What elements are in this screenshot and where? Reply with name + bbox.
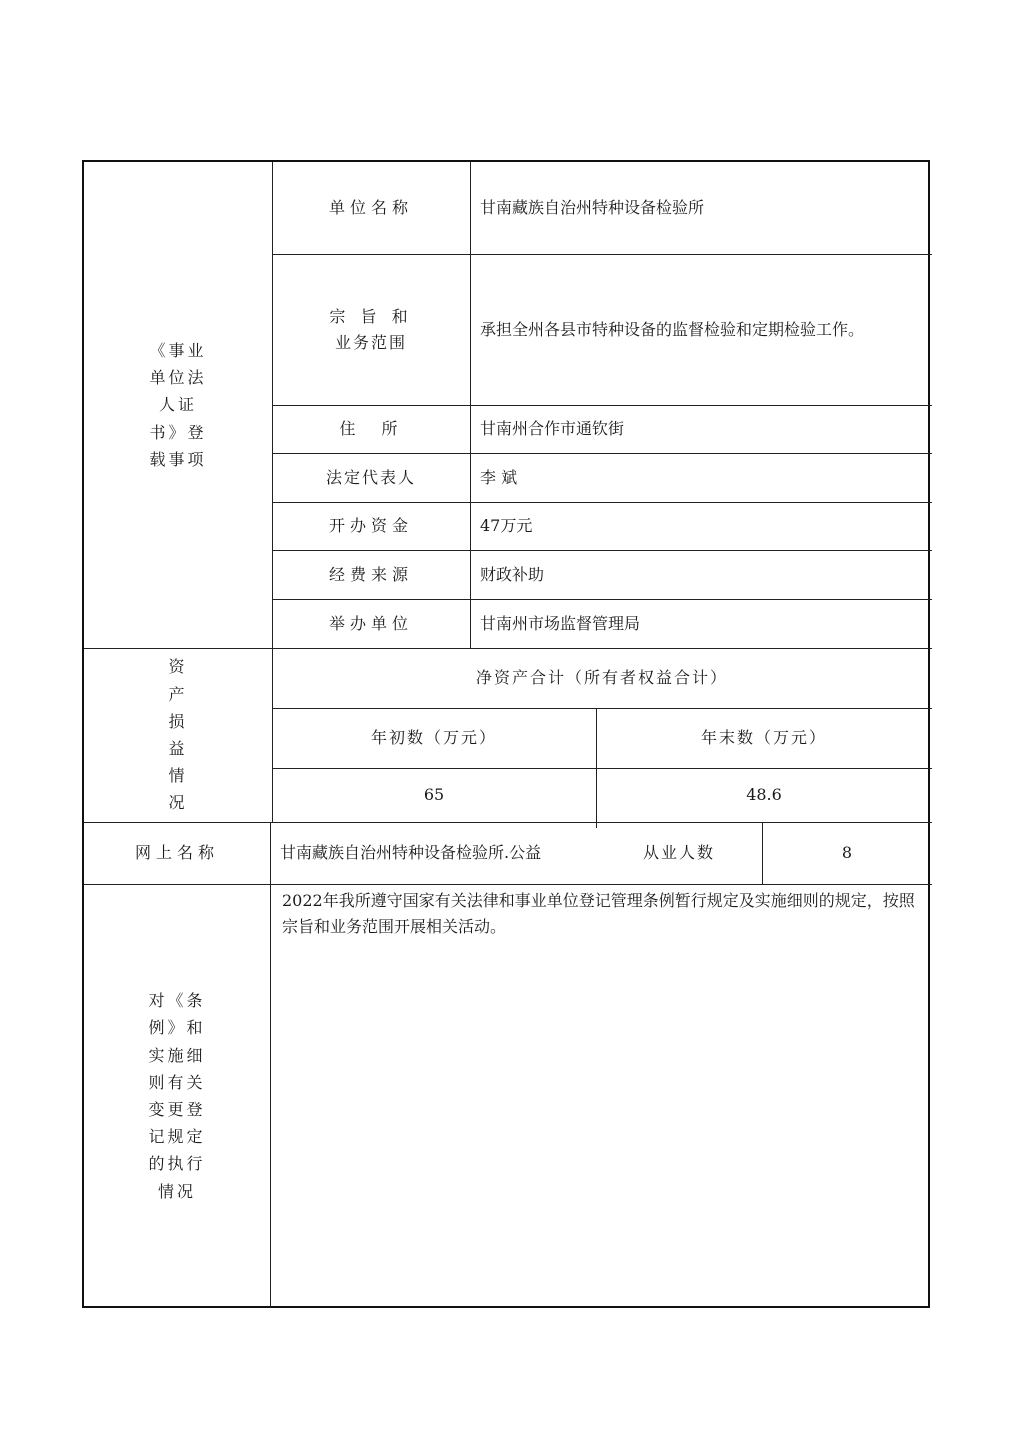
field-label-line1: 宗 旨 和 [329, 306, 413, 326]
assets-end-label-text: 年末数（万元） [700, 728, 827, 748]
section-label-compliance-text: 对《条例》和实施细则有关变更登记规定的执行情况 [148, 991, 206, 1201]
assets-end-label [596, 708, 932, 768]
online-name-label: 网上名称 [134, 843, 219, 863]
section-label-online-name [84, 822, 270, 884]
field-label-capital [272, 502, 470, 550]
section-label-registration [84, 162, 272, 648]
field-label-text: 住 所 [339, 419, 403, 439]
assets-end-value-text: 48.6 [746, 785, 782, 805]
field-value-text: 甘南州市场监督管理局 [480, 613, 641, 633]
net-assets-header [272, 648, 932, 708]
field-value-text: 甘南州合作市通钦街 [480, 419, 625, 439]
online-name-value-text: 甘南藏族自治州特种设备检验所.公益 [280, 843, 542, 863]
field-label-address [272, 405, 470, 453]
field-value-text: 财政补助 [480, 564, 545, 584]
field-value-legal-rep [470, 453, 932, 502]
assets-start-label-text: 年初数（万元） [370, 728, 497, 748]
online-name-value [270, 822, 596, 884]
assets-start-value-text: 65 [423, 785, 445, 805]
field-label-line2: 业务范围 [334, 332, 407, 352]
field-value-text: 甘南藏族自治州特种设备检验所 [480, 198, 705, 218]
field-label-unit-name [272, 162, 470, 254]
assets-start-label [272, 708, 596, 768]
field-value-capital [470, 502, 932, 550]
field-value-sponsor [470, 599, 932, 648]
section-label-compliance [84, 884, 270, 1308]
field-label-text: 法定代表人 [325, 467, 416, 487]
field-value-unit-name [470, 162, 932, 254]
field-value-text: 李 斌 [480, 467, 518, 487]
staff-count-value-text: 8 [841, 843, 853, 863]
compliance-text: 2022年我所遵守国家有关法律和事业单位登记管理条例暂行规定及实施细则的规定，按照宗旨和业务范围开展相关活动。 [282, 891, 915, 936]
assets-end-value [596, 768, 932, 822]
field-value-text: 承担全州各县市特种设备的监督检验和定期检验工作。 [480, 319, 865, 339]
staff-count-label-text: 从业人数 [642, 843, 715, 863]
field-label-purpose-scope [272, 254, 470, 405]
field-label-funding-source [272, 550, 470, 599]
field-label-text: 开办资金 [328, 516, 413, 536]
field-value-address [470, 405, 932, 453]
field-value-funding-source [470, 550, 932, 599]
net-assets-header-text: 净资产合计（所有者权益合计） [475, 668, 728, 688]
registration-report-table [82, 160, 930, 1308]
field-value-purpose-scope [470, 254, 932, 405]
section-label-assets [84, 648, 272, 822]
field-label-sponsor [272, 599, 470, 648]
staff-count-label [596, 822, 762, 884]
field-label-legal-rep [272, 453, 470, 502]
staff-count-value [762, 822, 932, 884]
field-label-text: 经费来源 [328, 564, 413, 584]
field-label-text: 举办单位 [328, 613, 413, 633]
field-value-text: 47万元 [480, 516, 533, 536]
field-label-text: 单位名称 [328, 198, 413, 218]
assets-start-value [272, 768, 596, 822]
section-label-registration-text: 《事业单位法人证书》登载事项 [149, 341, 207, 469]
section-label-assets-text: 资产损益情况 [168, 657, 188, 813]
